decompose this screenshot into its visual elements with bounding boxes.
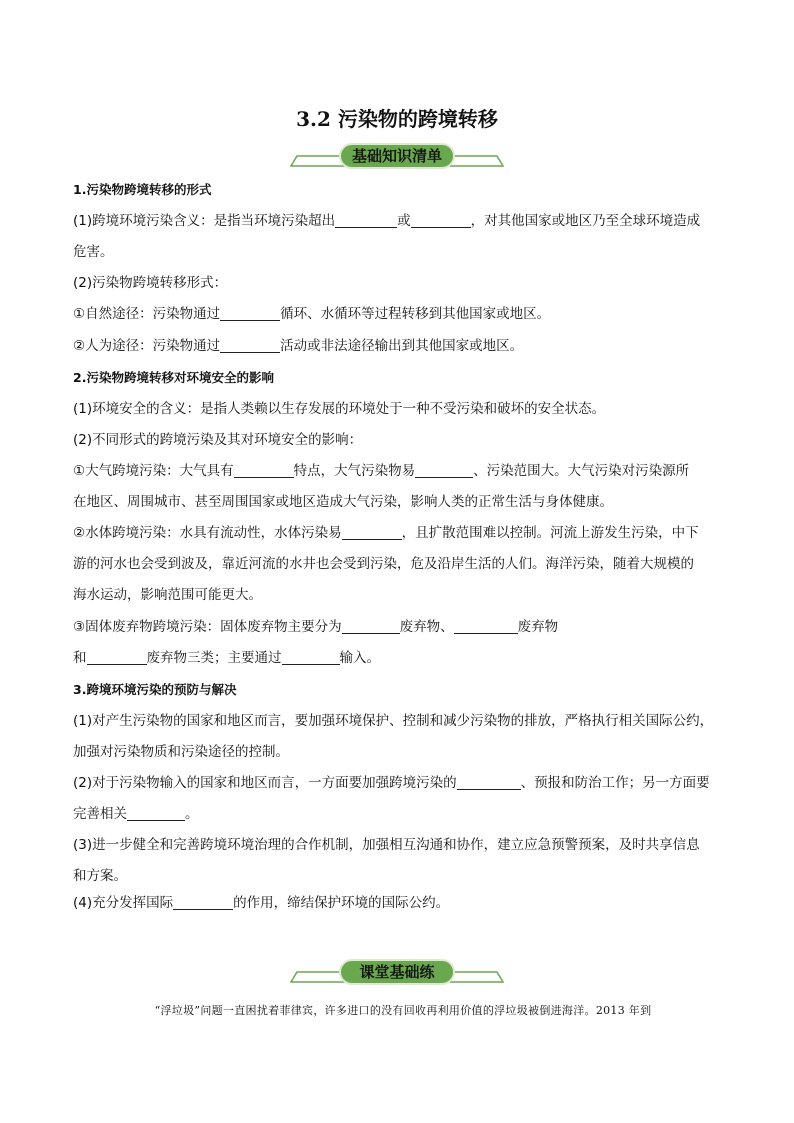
text-line: 和方案。	[73, 868, 127, 884]
text-line: (3)进一步健全和完善跨境环境治理的合作机制，加强相互沟通和协作，建立应急预警预案，及时共享信息	[73, 837, 700, 853]
banner-label: 基础知识清单	[339, 143, 455, 169]
text-line: 和 废弃物三类；主要通过 输入。	[73, 650, 380, 666]
blank	[457, 775, 521, 790]
text-line: ①大气跨境污染：大气具有 特点，大气污染物易 、污染范围大。大气污染对污染源所	[73, 463, 690, 479]
blank	[87, 650, 147, 665]
text-line: (4)充分发挥国际 的作用，缔结保护环境的国际公约。	[73, 895, 450, 911]
page-title: 3.2 污染物的跨境转移	[296, 107, 498, 131]
text-line: ②人为途径：污染物通过 活动或非法途径输出到其他国家或地区。	[73, 338, 524, 354]
blank	[282, 650, 340, 665]
text-line: ②水体跨境污染：水具有流动性，水体污染易 ，且扩散范围难以控制。河流上游发生污染，中下	[73, 525, 699, 541]
text-line: 危害。	[73, 244, 114, 260]
text-line: 海水运动，影响范围可能更大。	[73, 587, 262, 603]
text-line: (2)对于污染物输入的国家和地区而言，一方面要加强跨境污染的 、预报和防治工作；另一方面要	[73, 775, 710, 791]
text-line: (1)对产生污染物的国家和地区而言，要加强环境保护、控制和减少污染物的排放，严格执行相关国际公约，	[73, 713, 714, 729]
section-banner-practice	[289, 958, 505, 988]
blank	[220, 306, 280, 321]
blank	[234, 463, 294, 478]
text-line: 加强对污染物质和污染途径的控制。	[73, 744, 289, 760]
blank	[335, 213, 397, 228]
passage-text: “浮垃圾”问题一直困扰着菲律宾，许多进口的没有回收再利用价值的浮垃圾被倒进海洋。2013 年到	[154, 1004, 652, 1017]
blank	[220, 338, 280, 353]
text-line: (2)不同形式的跨境污染及其对环境安全的影响：	[73, 432, 363, 448]
text-line: (2)污染物跨境转移形式：	[73, 275, 228, 291]
text-line: ③固体废弃物跨境污染：固体废弃物主要分为 废弃物、 废弃物	[73, 619, 559, 635]
section-2-heading: 2.污染物跨境转移对环境安全的影响	[73, 370, 274, 385]
text-line: ①自然途径：污染物通过 循环、水循环等过程转移到其他国家或地区。	[73, 306, 551, 322]
text-line: (1)环境安全的含义：是指人类赖以生存发展的环境处于一种不受污染和破坏的安全状态。	[73, 401, 606, 417]
text-line: (1)跨境环境污染含义：是指当环境污染超出 或 ，对其他国家或地区乃至全球环境造成	[73, 213, 701, 229]
section-1-heading: 1.污染物跨境转移的形式	[73, 182, 212, 197]
text-line: 在地区、周围城市、甚至周围国家或地区造成大气污染，影响人类的正常生活与身体健康。	[73, 494, 613, 510]
blank	[173, 895, 233, 910]
banner-label: 课堂基础练	[339, 959, 455, 985]
blank	[411, 213, 471, 228]
text-line: 完善相关 。	[73, 806, 199, 822]
blank	[342, 619, 400, 634]
section-3-heading: 3.跨境环境污染的预防与解决	[73, 682, 237, 697]
blank	[342, 525, 402, 540]
text-line: 游的河水也会受到波及，靠近河流的水井也会受到污染，危及沿岸生活的人们。海洋污染，随着大规模的	[73, 556, 694, 572]
blank	[454, 619, 518, 634]
blank	[127, 806, 185, 821]
section-banner-knowledge	[289, 142, 505, 172]
blank	[415, 463, 473, 478]
